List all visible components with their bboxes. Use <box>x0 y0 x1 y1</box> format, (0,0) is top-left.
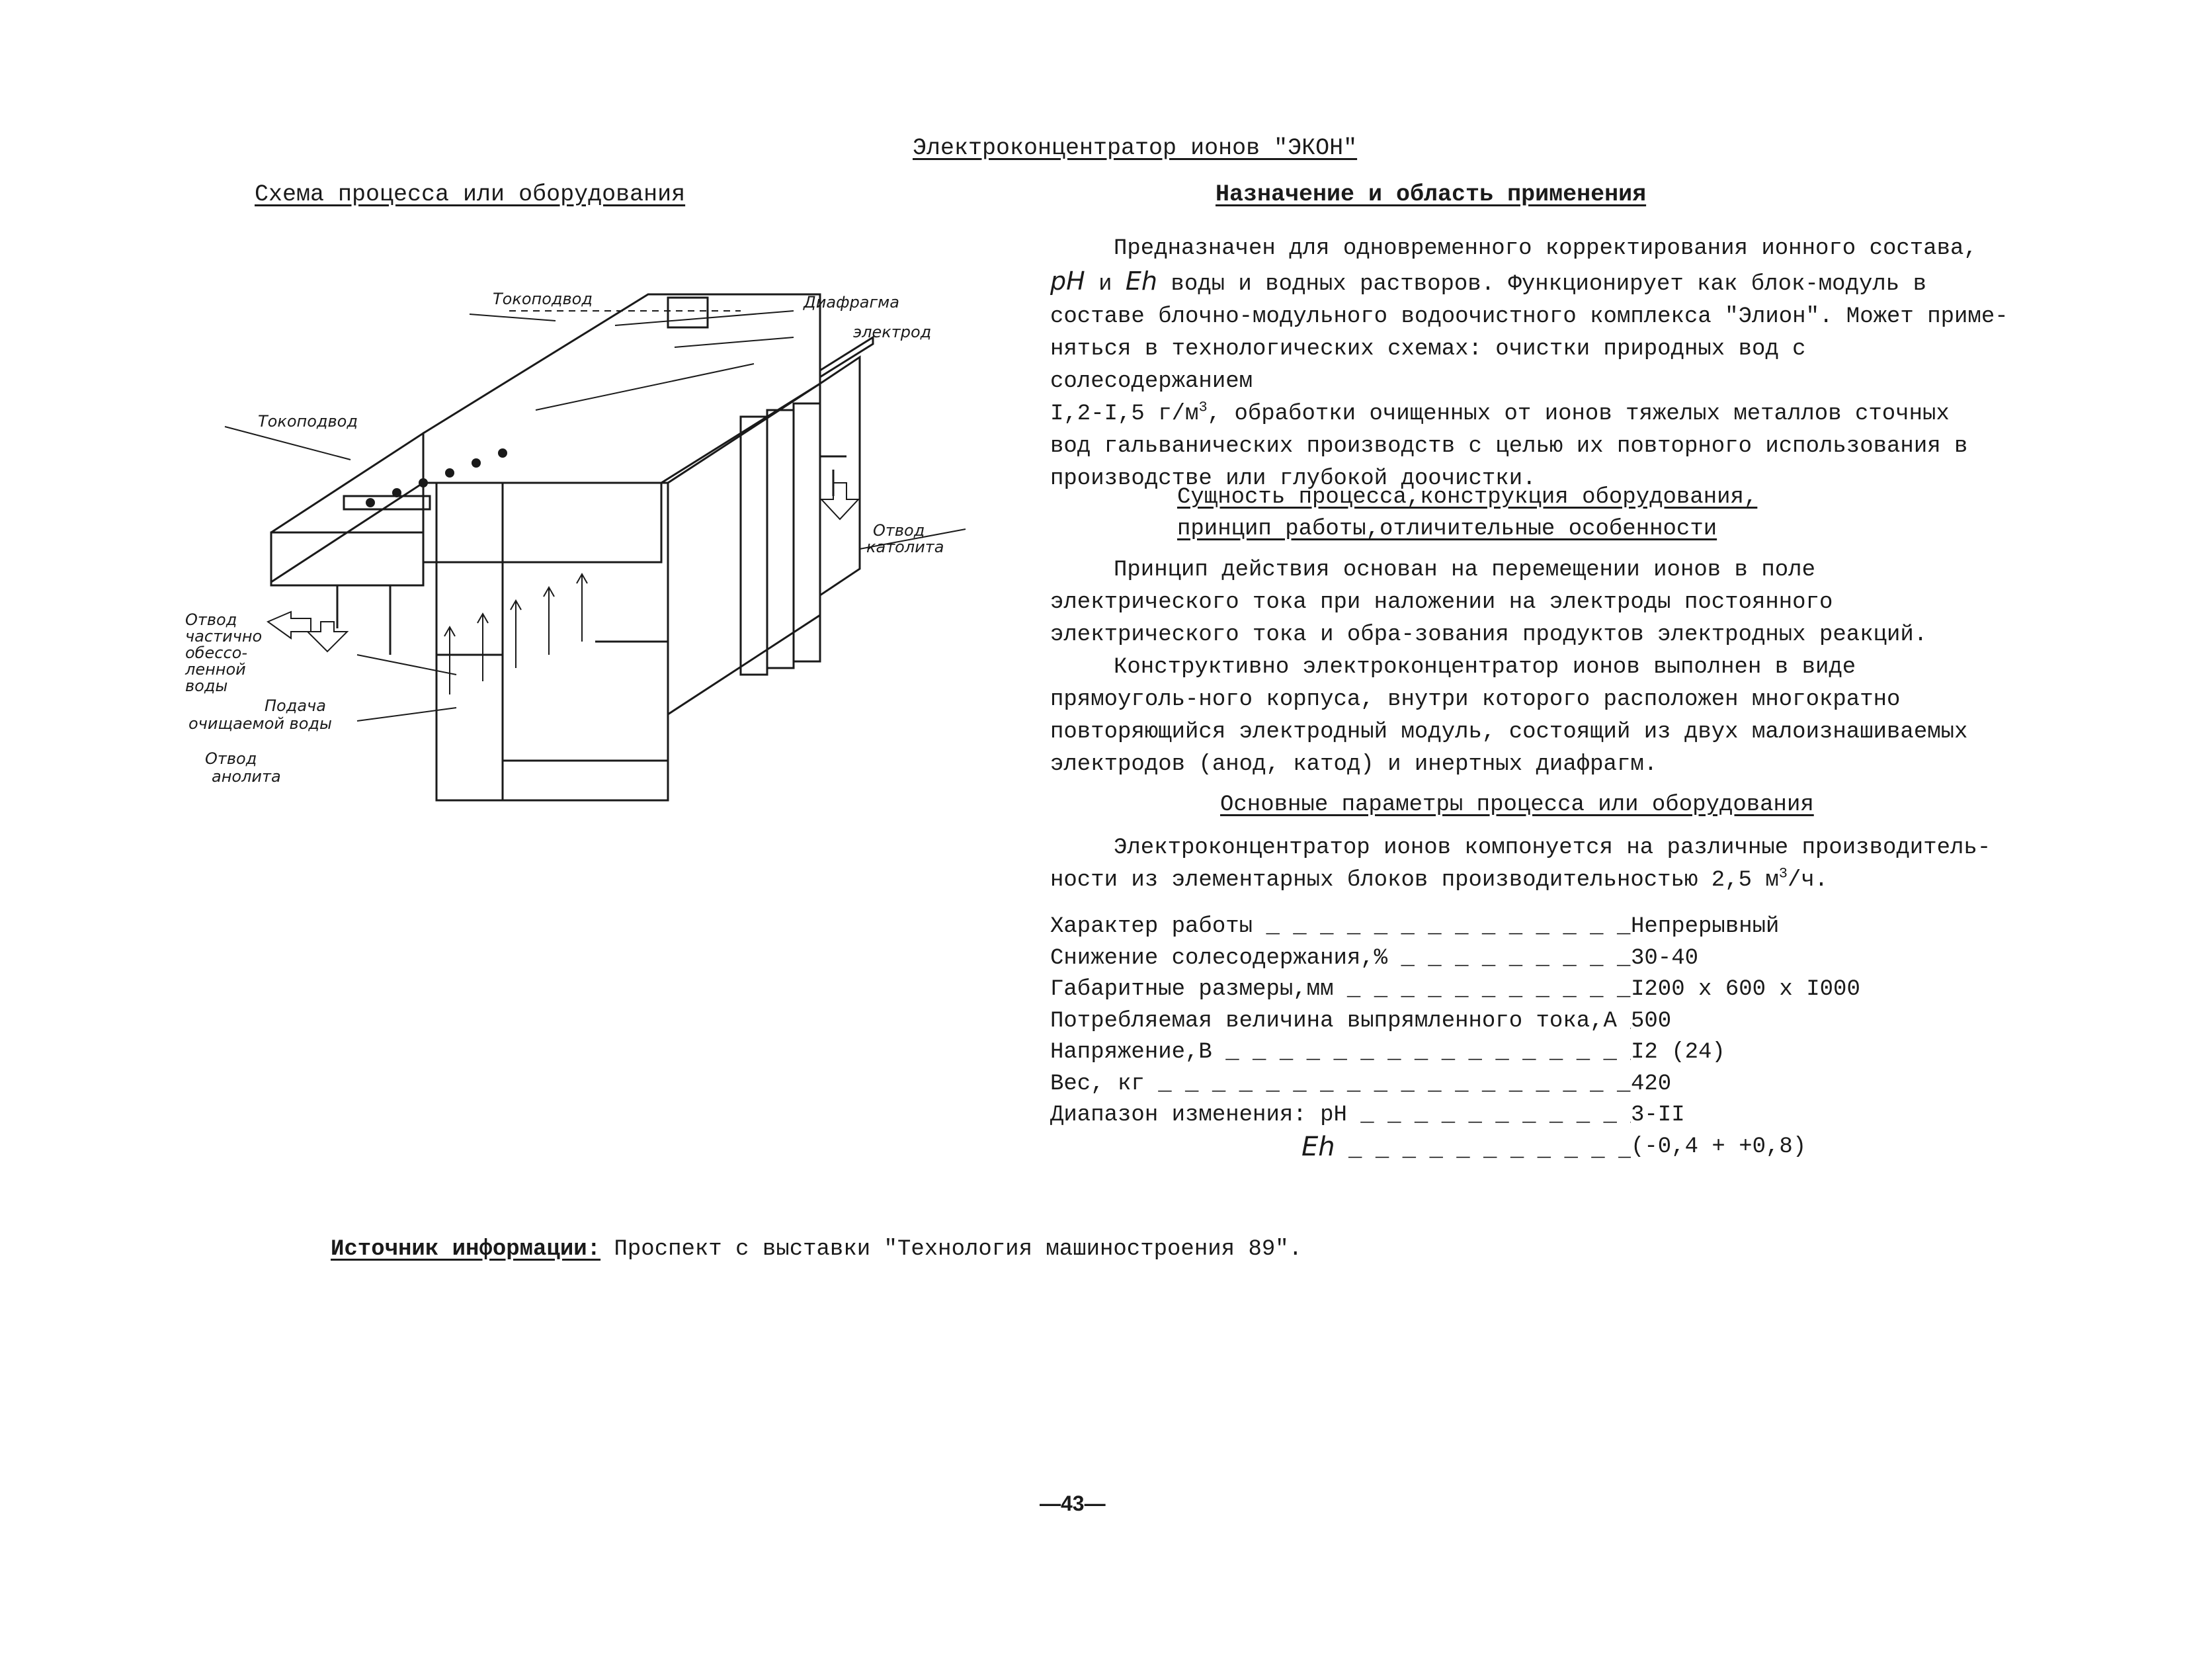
param-label: Вес, кг _ _ _ <box>1050 1069 1631 1101</box>
equipment-diagram <box>159 284 992 814</box>
partial-label-2: частично <box>185 627 263 646</box>
param-value: 3-II <box>1631 1103 1685 1128</box>
purpose-line-1: Предназначен для одновременного корректирования ионного состава, <box>1114 236 1977 261</box>
param-label: Снижение солесодержания,% _ _ _ <box>1050 943 1631 975</box>
ph-symbol: pH <box>1050 267 1085 296</box>
catholyte-label-2: католита <box>866 538 944 556</box>
electrode-label: электрод <box>853 323 932 341</box>
source-label: Источник информации: <box>331 1237 601 1262</box>
purpose-line-3: составе блочно-модульного водоочистного комплекса "Элион". Может приме- <box>1050 304 2008 329</box>
param-row <box>1050 943 1860 975</box>
partial-label-3: обессо- <box>185 644 247 662</box>
param-label: Напряжение,В _ _ _ <box>1050 1037 1631 1069</box>
feed-arrow <box>308 622 347 651</box>
essence-heading-line-2: принцип работы,отличительные особенности <box>1177 517 1717 542</box>
scheme-heading: Схема процесса или оборудования <box>255 181 686 208</box>
current-lead-top-label: Токоподвод <box>493 290 593 308</box>
membrane-stack-b <box>767 410 794 668</box>
eh-symbol: Eh <box>1125 267 1158 296</box>
param-value: 500 <box>1631 1008 1672 1034</box>
param-value: I200 x 600 x I000 <box>1631 977 1860 1002</box>
essence-paragraph-2: Конструктивно электроконцентратор ионов выполнен в виде прямоуголь-ного корпуса, внутри которого расположен многократно повторяющийся электродный модуль, состоящий из двух малоизнашиваемых электродов (анод, катод) и инертных диафрагм. <box>1050 655 1968 777</box>
parameters-intro-sup: 3 <box>1778 865 1788 882</box>
current-lead-top <box>668 298 708 327</box>
front-trough <box>271 532 423 585</box>
essence-paragraph-1: Принцип действия основан на перемещении ионов в поле электрического тока при наложении на электроды постоянного электрического тока и обра-зования продуктов электродных реакций. <box>1050 558 1928 648</box>
param-value: 30-40 <box>1631 945 1699 971</box>
param-label: Характер работы _ _ _ <box>1050 911 1631 943</box>
partial-label-1: Отвод <box>185 610 237 629</box>
and-word: и <box>1085 272 1126 297</box>
outlet-arrow <box>268 612 311 638</box>
param-label: Потребляемая величина выпрямленного тока,А _ _ _ <box>1050 1006 1631 1038</box>
essence-heading-line-1: Сущность процесса,конструкция оборудования, <box>1177 485 1758 510</box>
diaphragm-label: Диафрагма <box>804 293 899 312</box>
page-number: —43— <box>1040 1491 1106 1515</box>
param-value: I2 (24) <box>1631 1040 1725 1065</box>
side-wall <box>668 384 820 714</box>
front-left-wall <box>436 483 503 800</box>
anolyte-label-2: анолита <box>212 767 281 786</box>
purpose-line-6: вод гальванических производств с целью их повторного использования в <box>1050 434 1968 459</box>
essence-heading <box>1177 482 1757 545</box>
source-line <box>331 1237 1302 1262</box>
purpose-line-7: производстве или глубокой доочистки. <box>1050 466 1536 491</box>
param-label: Диапазон изменения: pH _ _ _ <box>1050 1100 1631 1132</box>
back-wall <box>820 357 860 595</box>
parameters-heading: Основные параметры процесса или оборудования <box>1220 792 1814 818</box>
purpose-line-5a: I,2-I,5 г/м <box>1050 401 1199 427</box>
catholyte-label-1: Отвод <box>873 521 925 540</box>
feed-label-1: Подача <box>265 696 326 715</box>
feed-label-2: очищаемой воды <box>188 714 332 733</box>
partial-label-5: воды <box>185 677 228 695</box>
param-row-eh <box>1050 1132 1860 1167</box>
membrane-stack-a <box>741 417 767 675</box>
purpose-heading: Назначение и область применения <box>1216 181 1647 208</box>
eh-label: Eh <box>1301 1131 1335 1162</box>
catholyte-arrow <box>821 483 858 519</box>
partial-label-4: ленной <box>185 660 246 679</box>
purpose-line-5b: , обработки очищенных от ионов тяжелых металлов сточных <box>1207 401 1950 427</box>
parameters-intro-text: Электроконцентратор ионов компонуется на различные производитель-ности из элементарных блоков производительностью 2,5 м <box>1050 835 1991 893</box>
top-rail <box>820 337 873 377</box>
window-frame <box>423 483 661 562</box>
param-value-eh: (-0,4 + +0,8) <box>1631 1134 1807 1159</box>
param-row <box>1050 1069 1860 1101</box>
param-row <box>1050 974 1860 1006</box>
purpose-line-4: няться в технологических схемах: очистки природных вод с солесодержанием <box>1050 337 1806 394</box>
param-value: Непрерывный <box>1631 914 1780 939</box>
anolyte-label-1: Отвод <box>205 749 257 768</box>
param-row <box>1050 1037 1860 1069</box>
parameters-intro <box>1050 832 2009 897</box>
purpose-paragraph <box>1050 233 2009 495</box>
parameters-table <box>1050 911 1860 1166</box>
current-lead-left-label: Токоподвод <box>258 412 358 431</box>
left-flange <box>271 433 423 582</box>
purpose-line-2: воды и водных растворов. Функционирует как блок-модуль в <box>1157 272 1927 297</box>
purpose-line-5-sup: 3 <box>1198 399 1208 416</box>
param-row <box>1050 1006 1860 1038</box>
source-text: Проспект с выставки "Технология машиностроения 89". <box>600 1237 1303 1262</box>
essence-paragraphs <box>1050 554 2009 781</box>
param-row <box>1050 911 1860 943</box>
param-row <box>1050 1100 1860 1132</box>
parameters-intro-end: /ч. <box>1787 868 1829 893</box>
param-value: 420 <box>1631 1071 1672 1097</box>
document-title: Электроконцентратор ионов "ЭКОН" <box>913 135 1358 161</box>
param-label: Габаритные размеры,мм _ _ _ <box>1050 974 1631 1006</box>
param-label-eh <box>1050 1132 1631 1167</box>
top-plate <box>423 294 820 483</box>
